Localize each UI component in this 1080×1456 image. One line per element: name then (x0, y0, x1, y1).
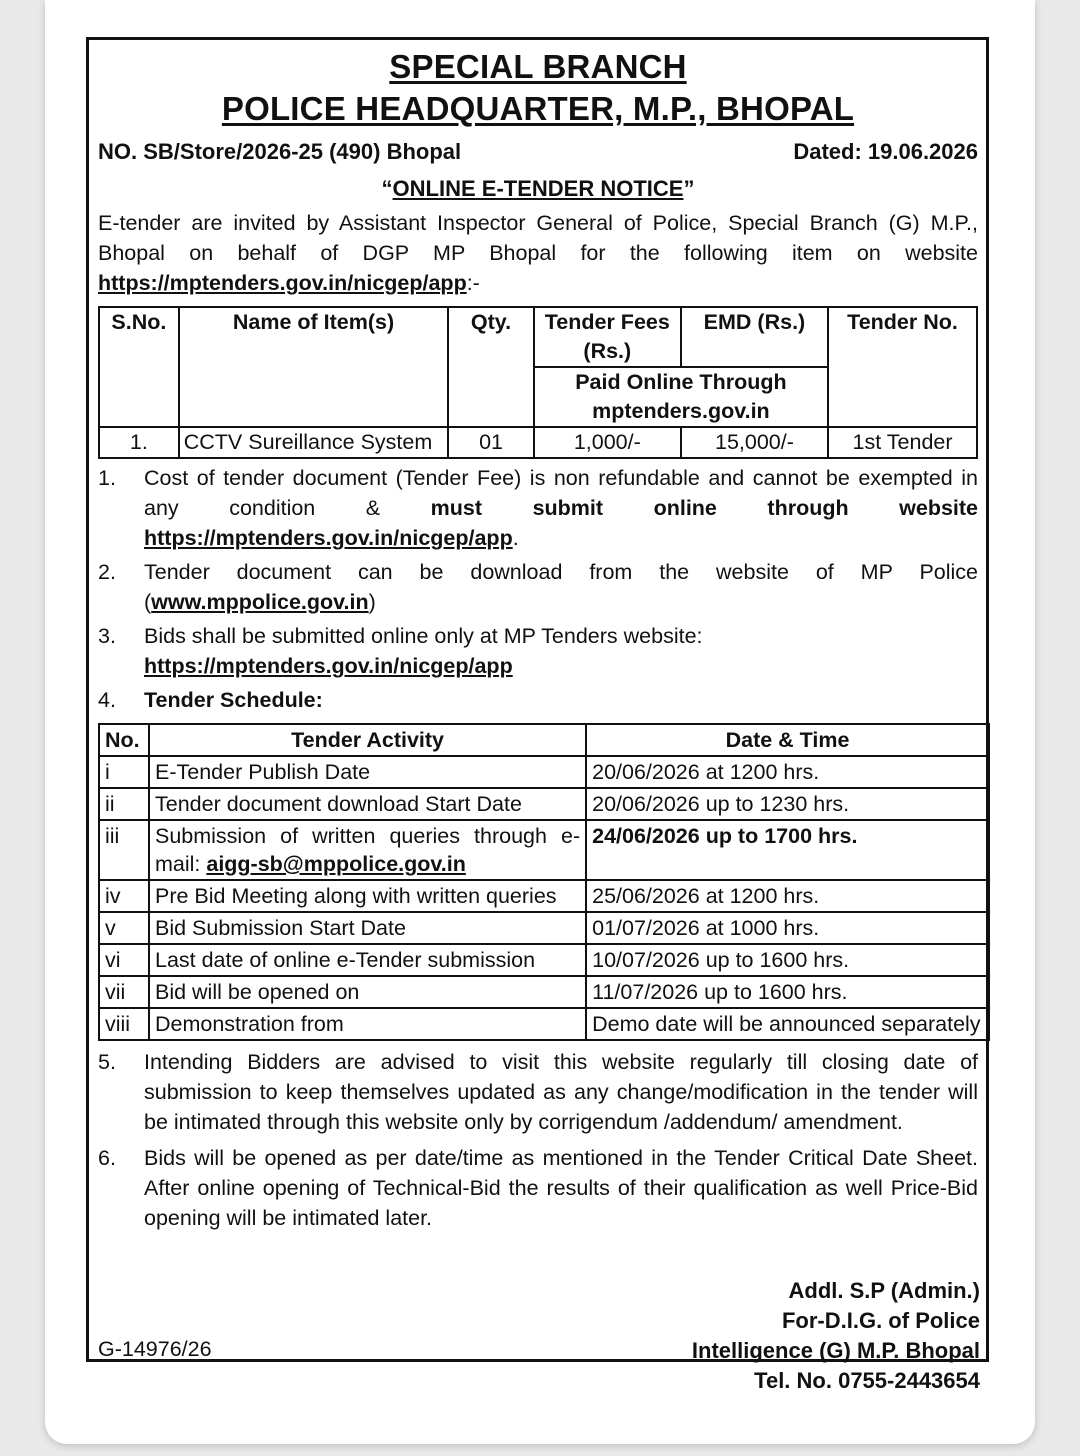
item-table (98, 306, 978, 459)
list-item: 6. Bids will be opened as per date/time as mentioned in the Tender Critical Date Sheet. After online opening of Technical-Bid the results of their qualification as well Price-Bid opening will be intimated later. (98, 1146, 978, 1230)
table-row: iii Submission of written queries through e-mail: aigg-sb@mppolice.gov.in 24/06/2026 up to 1700 hrs. (99, 820, 989, 880)
col-tender-no: Tender No. (828, 307, 977, 427)
table-row: vii Bid will be opened on 11/07/2026 up to 1600 hrs. (99, 976, 989, 1008)
office-title: SPECIAL BRANCH (389, 48, 687, 85)
mppolice-link[interactable]: www.mppolice.gov.in (151, 590, 369, 614)
terms-list (98, 463, 978, 715)
col-item-name: Name of Item(s) (179, 307, 449, 427)
col-tender-fees: Tender Fees (Rs.) (534, 307, 681, 367)
table-row: ii Tender document download Start Date 20/06/2026 up to 1230 hrs. (99, 788, 989, 820)
tender-notice (86, 37, 989, 1393)
schedule-title: Tender Schedule: (144, 688, 323, 712)
cell-sno: 1. (99, 427, 179, 458)
table-row: viii Demonstration from Demo date will be announced separately (99, 1008, 989, 1040)
cell-tender-no: 1st Tender (828, 427, 977, 458)
item-table-header (99, 307, 977, 367)
g-number: G-14976/26 (98, 1337, 212, 1361)
list-item: 2. Tender document can be download from the website of MP Police (www.mppolice.gov.in) (98, 560, 978, 614)
table-row: v Bid Submission Start Date 01/07/2026 at 1000 hrs. (99, 912, 989, 944)
mptenders-link[interactable]: https://mptenders.gov.in/nicgep/app (98, 271, 467, 295)
notice-title: “ONLINE E-TENDER NOTICE” (381, 176, 695, 201)
paid-online-note: Paid Online Through mptenders.gov.in (534, 367, 828, 427)
table-row: i E-Tender Publish Date 20/06/2026 at 1200 hrs. (99, 756, 989, 788)
list-item: 5. Intending Bidders are advised to visit this website regularly till closing date of submission to keep themselves updated as any change/modification in the tender will be intimated through this website only by corrigendum /addendum/ amendment. (98, 1050, 978, 1134)
mptenders-link[interactable]: https://mptenders.gov.in/nicgep/app (144, 526, 513, 550)
notice-date: Dated: 19.06.2026 (793, 139, 978, 164)
list-item: 3. Bids shall be submitted online only at MP Tenders website: https://mptenders.gov.in/nicgep/app (98, 624, 703, 678)
cell-emd: 15,000/- (681, 427, 828, 458)
cell-qty: 01 (448, 427, 533, 458)
cell-fees: 1,000/- (534, 427, 681, 458)
reference-row (98, 138, 978, 166)
office-subtitle: POLICE HEADQUARTER, M.P., BHOPAL (221, 90, 855, 127)
intro-paragraph: E-tender are invited by Assistant Inspector General of Police, Special Branch (G) M.P., Bhopal on behalf of DGP MP Bhopal for the following item on website https://mptenders.gov.in/nicgep/app:- (98, 211, 978, 295)
cell-item-name: CCTV Sureillance System (179, 427, 449, 458)
table-row: vi Last date of online e-Tender submission 10/07/2026 up to 1600 hrs. (99, 944, 989, 976)
reference-number: NO. SB/Store/2026-25 (490) Bhopal (98, 139, 462, 164)
col-emd: EMD (Rs.) (681, 307, 828, 367)
col-activity: Tender Activity (149, 724, 586, 756)
col-qty: Qty. (448, 307, 533, 427)
list-item: 4. Tender Schedule: (98, 688, 323, 712)
schedule-header (99, 724, 989, 756)
col-sno: S.No. (99, 307, 179, 427)
signature-block: Addl. S.P (Admin.) For-D.I.G. of Police Intelligence (G) M.P. Bhopal Tel. No. 0755-2443654 (691, 1278, 980, 1393)
email-link[interactable]: aigg-sb@mppolice.gov.in (206, 852, 466, 876)
table-row (99, 427, 977, 458)
table-row: iv Pre Bid Meeting along with written queries 25/06/2026 at 1200 hrs. (99, 880, 989, 912)
col-datetime: Date & Time (586, 724, 989, 756)
mptenders-link[interactable]: https://mptenders.gov.in/nicgep/app (144, 654, 513, 678)
col-no: No. (99, 724, 149, 756)
list-item: 1. Cost of tender document (Tender Fee) is non refundable and cannot be exempted in any condition & must submit online through website https://mptenders.gov.in/nicgep/app. (98, 466, 978, 550)
schedule-table (98, 723, 990, 1041)
terms-list-2 (98, 1047, 978, 1233)
